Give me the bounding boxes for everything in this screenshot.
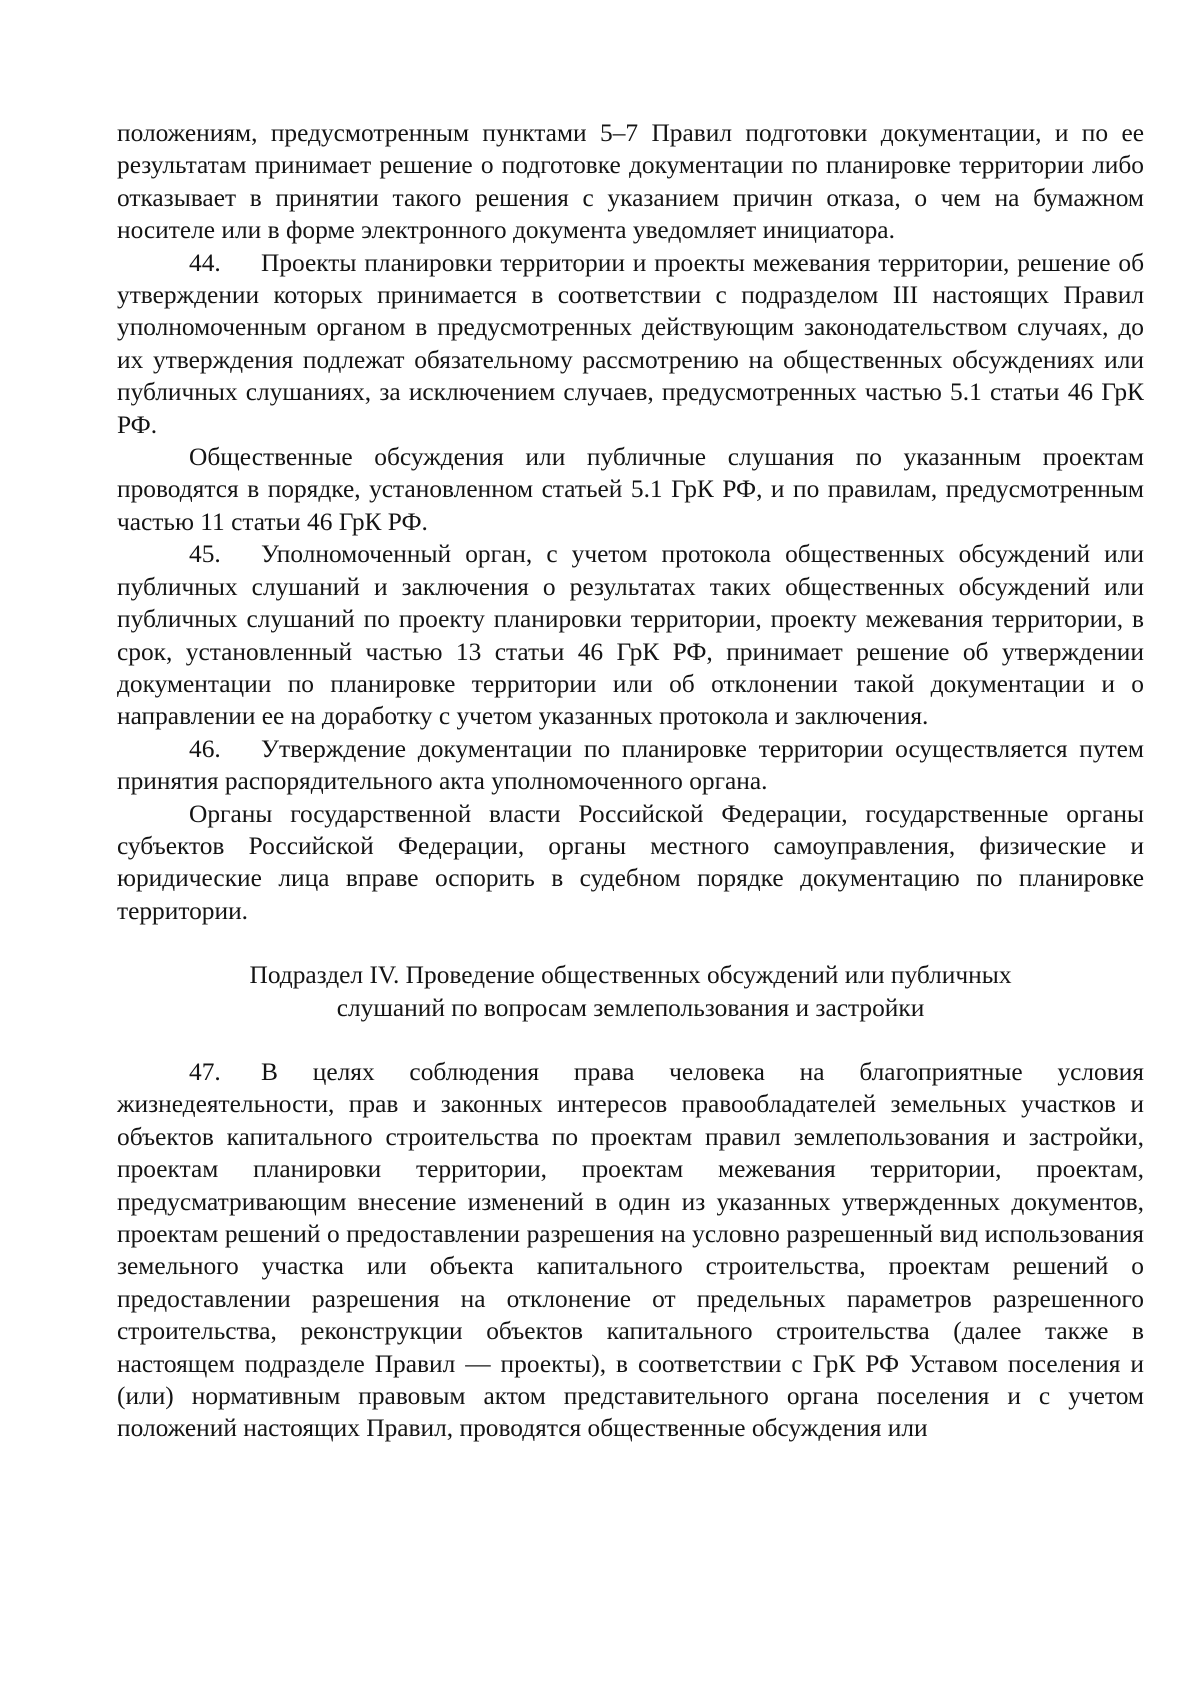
section-before-heading xyxy=(117,117,1144,927)
clause-number: 44. xyxy=(189,248,221,277)
paragraph-44 xyxy=(117,247,1144,441)
clause-number: 46. xyxy=(189,734,221,763)
subsection-heading-line-1: Подраздел IV. Проведение общественных обсуждений или публичных xyxy=(249,961,1012,990)
paragraph-text: Проекты планировки территории и проекты межевания территории, решение об утверждении которых принимается в соответствии с подразделом III настоящих Правил уполномоченным органом в предусмотренных действующим законодательством случаях, до их утверждения подлежат обязательному рассмотрению на общественных обсуждениях или публичных слушаниях, за исключением случаев, предусмотренных частью 5.1 статьи 46 ГрК РФ. xyxy=(117,248,1144,439)
paragraph-text: Общественные обсуждения или публичные слушания по указанным проектам проводятся в порядке, установленном статьей 5.1 ГрК РФ, и по правилам, предусмотренным частью 11 статьи 46 ГрК РФ. xyxy=(117,443,1144,536)
paragraph-47 xyxy=(117,1056,1144,1445)
clause-number: 45. xyxy=(189,540,221,569)
subsection-heading-line-2: слушаний по вопросам землепользования и застройки xyxy=(336,993,925,1022)
paragraph-46 xyxy=(117,733,1144,798)
paragraph-text: Органы государственной власти Российской Федерации, государственные органы субъектов Российской Федерации, органы местного самоуправления, физические и юридические лица вправе оспорить в судебном порядке документацию по планировке территории. xyxy=(117,799,1144,925)
paragraph-text: В целях соблюдения права человека на благоприятные условия жизнедеятельности, прав и законных интересов правообладателей земельных участков и объектов капитального строительства по проектам правил землепользования и застройки, проектам планировки территории, проектам межевания территории, проектам, предусматривающим внесение изменений в один из указанных утвержденных документов, проектам решений о предоставлении разрешения на условно разрешенный вид использования земельного участка или объекта капитального строительства, проектам решений о предоставлении разрешения на отклонение от предельных параметров разрешенного строительства, реконструкции объектов капитального строительства (далее также в настоящем подразделе Правил — проекты), в соответствии с ГрК РФ Уставом поселения и (или) нормативным правовым актом представительного органа поселения и с учетом положений настоящих Правил, проводятся общественные обсуждения или xyxy=(117,1057,1144,1443)
paragraph-continued xyxy=(117,117,1144,247)
section-after-heading xyxy=(117,1056,1144,1445)
paragraph-44-2 xyxy=(117,441,1144,538)
paragraph-text: Уполномоченный орган, с учетом протокола общественных обсуждений или публичных слушаний и заключения о результатах таких общественных обсуждений или публичных слушаний по проекту планировки территории, проекту межевания территории, в срок, установленный частью 13 статьи 46 ГрК РФ, принимает решение об утверждении документации по планировке территории или об отклонении такой документации и о направлении ее на доработку с учетом указанных протокола и заключения. xyxy=(117,540,1144,731)
paragraph-text: Утверждение документации по планировке территории осуществляется путем принятия распорядительного акта уполномоченного органа. xyxy=(117,734,1144,796)
paragraph-46-2 xyxy=(117,798,1144,928)
subsection-heading xyxy=(117,959,1144,1024)
clause-number: 47. xyxy=(189,1057,221,1086)
document-page xyxy=(117,117,1144,1445)
paragraph-text: положениям, предусмотренным пунктами 5–7 Правил подготовки документации, и по ее результатам принимает решение о подготовке документации по планировке территории либо отказывает в принятии такого решения с указанием причин отказа, о чем на бумажном носителе или в форме электронного документа уведомляет инициатора. xyxy=(117,119,1144,245)
paragraph-45 xyxy=(117,538,1144,732)
